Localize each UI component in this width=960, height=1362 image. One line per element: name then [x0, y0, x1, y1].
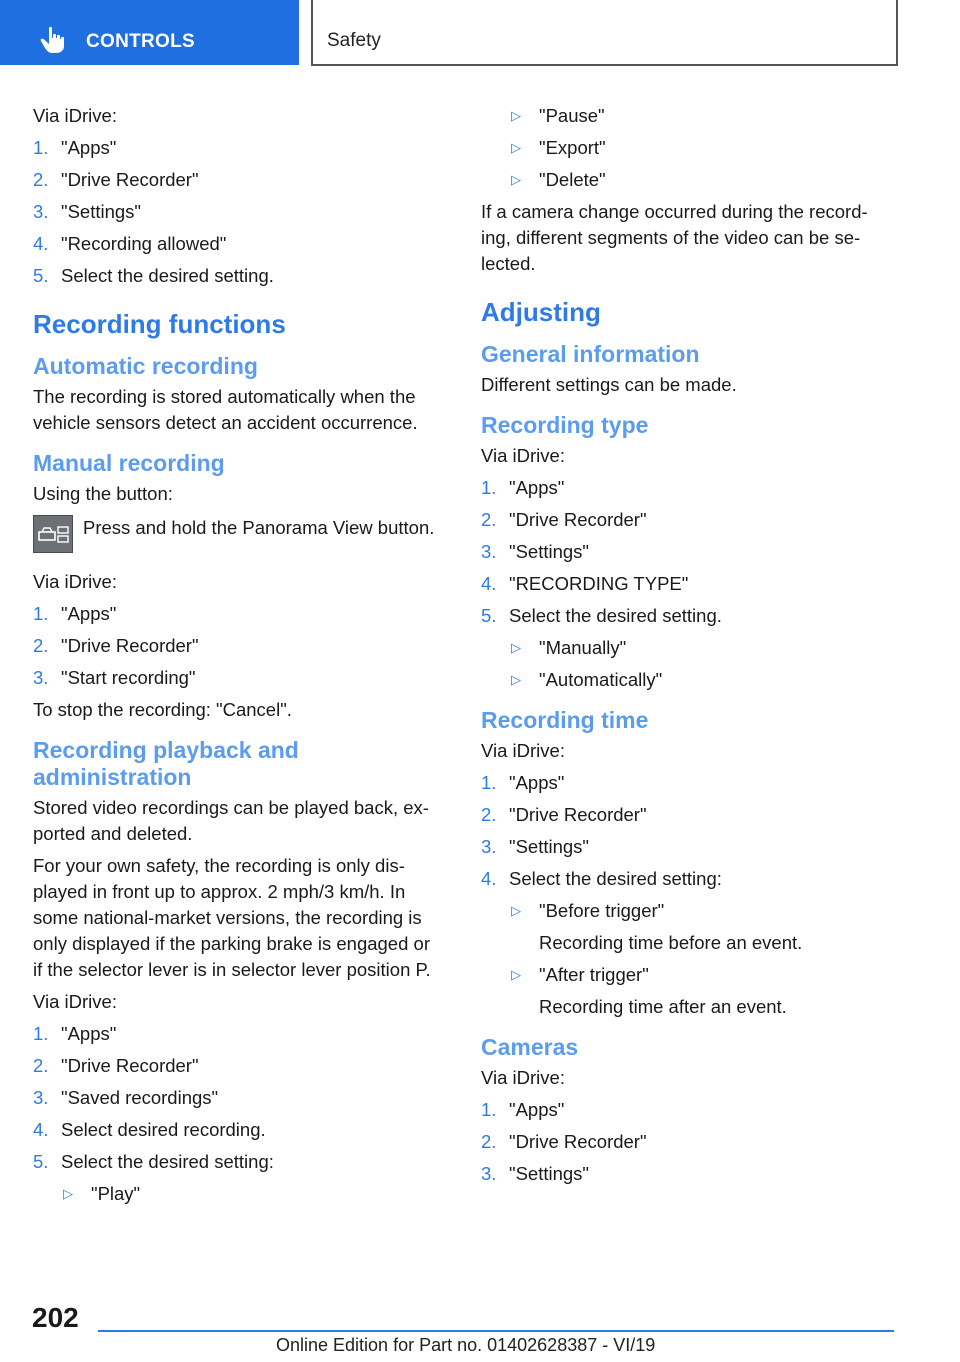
list-item — [33, 1085, 443, 1111]
bullet-triangle-icon: ▷ — [511, 108, 521, 123]
bullet-triangle-icon: ▷ — [511, 967, 521, 982]
bullet-list — [33, 1181, 443, 1207]
paragraph: Via iDrive: — [33, 105, 117, 126]
bullet-triangle-icon: ▷ — [63, 1186, 73, 1201]
list-number: 3. — [481, 836, 497, 857]
paragraph: Via iDrive: — [481, 1067, 565, 1088]
bullet-item — [481, 167, 891, 193]
list-item — [33, 199, 443, 225]
list-number: 4. — [481, 573, 497, 594]
list-item-text: "Drive Recorder" — [61, 635, 199, 656]
list-item-text: "Saved recordings" — [61, 1087, 219, 1108]
paragraph: Via iDrive: — [33, 571, 117, 592]
list-number: 1. — [481, 477, 497, 498]
paragraph: Stored video recordings can be played back, ex-ported and deleted. — [33, 797, 429, 844]
list-number: 1. — [481, 1099, 497, 1120]
heading-general-information: General information — [481, 341, 700, 367]
list-item — [481, 1161, 891, 1187]
paragraph: Via iDrive: — [33, 991, 117, 1012]
heading-automatic-recording: Automatic recording — [33, 353, 258, 379]
right-column — [481, 103, 891, 1193]
list-item-text: "Settings" — [61, 201, 141, 222]
list-item — [481, 475, 891, 501]
list-item — [33, 1021, 443, 1047]
list-number: 1. — [33, 137, 49, 158]
bullet-item — [481, 103, 891, 129]
bullet-triangle-icon: ▷ — [511, 640, 521, 655]
paragraph: To stop the recording: "Cancel". — [33, 699, 292, 720]
list-item-text: "Recording allowed" — [61, 233, 227, 254]
list-item — [481, 802, 891, 828]
heading-recording-time: Recording time — [481, 707, 649, 733]
list-number: 3. — [33, 1087, 49, 1108]
bullet-triangle-icon: ▷ — [511, 903, 521, 918]
bullet-item — [481, 898, 891, 924]
list-number: 4. — [33, 1119, 49, 1140]
list-number: 2. — [481, 804, 497, 825]
heading-adjusting: Adjusting — [481, 297, 601, 327]
list-item-text: "Settings" — [509, 836, 589, 857]
list-number: 1. — [33, 1023, 49, 1044]
bullet-list — [481, 898, 891, 924]
bullet-triangle-icon: ▷ — [511, 672, 521, 687]
list-item — [481, 507, 891, 533]
footer-divider — [98, 1330, 894, 1332]
button-instruction — [33, 515, 443, 559]
paragraph: Different settings can be made. — [481, 374, 737, 395]
paragraph: Via iDrive: — [481, 445, 565, 466]
list-item — [33, 1053, 443, 1079]
list-item-text: Select the desired setting: — [61, 1151, 274, 1172]
list-number: 3. — [481, 541, 497, 562]
bullet-item-text: "After trigger" — [539, 964, 649, 985]
list-item — [33, 231, 443, 257]
numbered-list — [33, 1021, 443, 1175]
list-item — [33, 1149, 443, 1175]
list-item-text: "Start recording" — [61, 667, 196, 688]
hand-pointer-icon — [40, 26, 66, 54]
heading-recording-type: Recording type — [481, 412, 649, 438]
list-item — [481, 1129, 891, 1155]
list-number: 4. — [481, 868, 497, 889]
list-item-text: "Drive Recorder" — [509, 804, 647, 825]
paragraph: Using the button: — [33, 483, 173, 504]
chapter-tab[interactable] — [0, 0, 299, 65]
panorama-view-button-icon — [33, 515, 73, 553]
bullet-item — [481, 135, 891, 161]
edition-text: Online Edition for Part no. 01402628387 - VI/19 — [276, 1335, 656, 1355]
numbered-list — [481, 475, 891, 629]
chapter-tab-label: CONTROLS — [86, 31, 196, 52]
numbered-list — [481, 770, 891, 892]
list-item — [33, 633, 443, 659]
numbered-list — [481, 1097, 891, 1187]
list-number: 5. — [33, 1151, 49, 1172]
list-item-text: "Drive Recorder" — [509, 509, 647, 530]
button-instruction-text: Press and hold the Panorama View button. — [83, 517, 435, 538]
list-item — [481, 866, 891, 892]
paragraph: If a camera change occurred during the record-ing, different segments of the video can be se-lected. — [481, 201, 868, 274]
bullet-list — [481, 635, 891, 693]
list-item-text: "Apps" — [509, 772, 565, 793]
list-number: 3. — [481, 1163, 497, 1184]
bullet-triangle-icon: ▷ — [511, 140, 521, 155]
bullet-item-text: "Manually" — [539, 637, 627, 658]
paragraph: For your own safety, the recording is only dis-played in front up to approx. 2 mph/3 km/h. In some national-market versions, the recording is only displayed if the parking brake is engaged or if the selector lever is in selector lever position P. — [33, 855, 431, 980]
list-number: 3. — [33, 201, 49, 222]
list-item-text: "Apps" — [61, 603, 117, 624]
list-item — [33, 135, 443, 161]
list-item-text: Select desired recording. — [61, 1119, 266, 1140]
list-number: 4. — [33, 233, 49, 254]
bullet-item — [481, 962, 891, 988]
list-number: 1. — [33, 603, 49, 624]
list-item-text: "Drive Recorder" — [61, 1055, 199, 1076]
list-item — [481, 834, 891, 860]
list-item-text: "Apps" — [509, 477, 565, 498]
paragraph: The recording is stored automatically when the vehicle sensors detect an accident occurrence. — [33, 386, 418, 433]
bullet-list — [481, 103, 891, 193]
list-number: 2. — [33, 169, 49, 190]
list-item-text: "Settings" — [509, 541, 589, 562]
list-item — [33, 263, 443, 289]
list-item — [33, 601, 443, 627]
list-item-text: Select the desired setting. — [509, 605, 722, 626]
heading-recording-functions: Recording functions — [33, 309, 286, 339]
list-item — [481, 770, 891, 796]
bullet-item-text: "Export" — [539, 137, 606, 158]
list-number: 2. — [481, 1131, 497, 1152]
list-item-text: "Apps" — [509, 1099, 565, 1120]
bullet-item-text: "Pause" — [539, 105, 605, 126]
list-item-text: "Apps" — [61, 137, 117, 158]
bullet-item — [481, 635, 891, 661]
list-item — [481, 539, 891, 565]
bullet-item-description: Recording time after an event. — [539, 996, 787, 1017]
bullet-item — [33, 1181, 443, 1207]
heading-recording-playback: Recording playback and administration — [33, 737, 299, 790]
list-item-text: Select the desired setting. — [61, 265, 274, 286]
section-header-label: Safety — [327, 30, 381, 51]
paragraph: Via iDrive: — [481, 740, 565, 761]
bullet-item-text: "Delete" — [539, 169, 606, 190]
list-item — [481, 603, 891, 629]
list-item-text: "RECORDING TYPE" — [509, 573, 689, 594]
list-item — [481, 571, 891, 597]
list-number: 2. — [33, 1055, 49, 1076]
numbered-list — [33, 601, 443, 691]
list-number: 5. — [481, 605, 497, 626]
list-number: 1. — [481, 772, 497, 793]
list-item — [481, 1097, 891, 1123]
bullet-item-text: "Before trigger" — [539, 900, 665, 921]
list-item-text: Select the desired setting: — [509, 868, 722, 889]
list-item-text: "Drive Recorder" — [509, 1131, 647, 1152]
numbered-list — [33, 135, 443, 289]
page-number: 202 — [32, 1302, 79, 1333]
list-item-text: "Settings" — [509, 1163, 589, 1184]
bullet-item-text: "Automatically" — [539, 669, 663, 690]
left-column — [33, 103, 443, 1213]
bullet-item-description: Recording time before an event. — [539, 932, 803, 953]
heading-manual-recording: Manual recording — [33, 450, 225, 476]
list-number: 2. — [33, 635, 49, 656]
list-number: 3. — [33, 667, 49, 688]
list-item — [33, 167, 443, 193]
bullet-triangle-icon: ▷ — [511, 172, 521, 187]
list-number: 2. — [481, 509, 497, 530]
list-item — [33, 1117, 443, 1143]
bullet-item — [481, 667, 891, 693]
list-item-text: "Apps" — [61, 1023, 117, 1044]
section-header — [311, 0, 898, 66]
list-item — [33, 665, 443, 691]
bullet-item-text: "Play" — [91, 1183, 141, 1204]
heading-cameras: Cameras — [481, 1034, 579, 1060]
bullet-list — [481, 962, 891, 988]
list-item-text: "Drive Recorder" — [61, 169, 199, 190]
list-number: 5. — [33, 265, 49, 286]
